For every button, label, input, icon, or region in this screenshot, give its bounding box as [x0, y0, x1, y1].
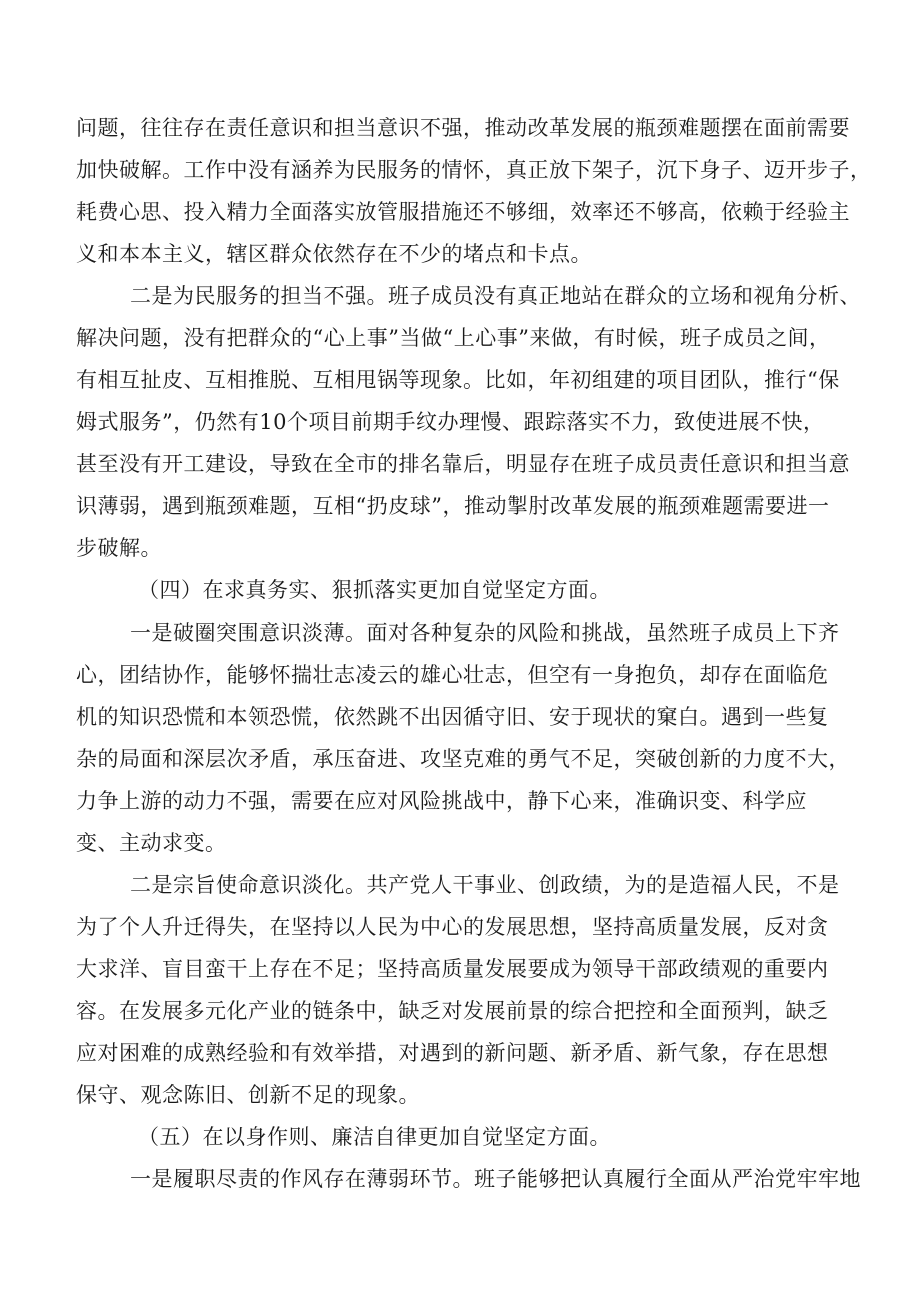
text-line: 保守、观念陈旧、创新不足的现象。	[76, 1083, 420, 1107]
text-line: 步破解。	[76, 536, 162, 560]
text-line: 解决问题，没有把群众的“心上事”当做“上心事”来做，有时候，班子成员之间，	[76, 326, 831, 350]
paragraph-start-line: 二是宗旨使命意识淡化。共产党人干事业、创政绩，为的是造福人民，不是	[130, 873, 840, 897]
paragraph-start-line: 一是破圈突围意识淡薄。面对各种复杂的风险和挑战，虽然班子成员上下齐	[130, 621, 840, 645]
text-line: 义和本本主义，辖区群众依然存在不少的堵点和卡点。	[76, 242, 592, 266]
text-line: 姆式服务”，仍然有10个项目前期手纹办理慢、跟踪落实不力，致使进展不快，	[76, 410, 825, 434]
paragraph-start-line: 一是履职尽责的作风存在薄弱环节。班子能够把认真履行全面从严治党牢牢地	[130, 1167, 861, 1191]
paragraph-start-line: 二是为民服务的担当不强。班子成员没有真正地站在群众的立场和视角分析、	[130, 284, 861, 308]
text-line: 问题，往往存在责任意识和担当意识不强，推动改革发展的瓶颈难题摆在面前需要	[76, 116, 850, 140]
text-line: 杂的局面和深层次矛盾，承压奋进、攻坚克难的勇气不足，突破创新的力度不大，	[76, 747, 850, 771]
text-line: 机的知识恐慌和本领恐慌，依然跳不出因循守旧、安于现状的窠白。遇到一些复	[76, 705, 829, 729]
text-line: 识薄弱，遇到瓶颈难题，互相“扔皮球”，推动掣肘改革发展的瓶颈难题需要进一	[76, 494, 830, 518]
text-line: 变、主动求变。	[76, 831, 227, 855]
text-line: 耗费心思、投入精力全面落实放管服措施还不够细，效率还不够高，依赖于经验主	[76, 200, 850, 224]
text-line: 应对困难的成熟经验和有效举措，对遇到的新问题、新矛盾、新气象，存在思想	[76, 1041, 829, 1065]
text-line: 力争上游的动力不强，需要在应对风险挑战中，静下心来，准确识变、科学应	[76, 789, 807, 813]
section-heading: （五）在以身作则、廉洁自律更加自觉坚定方面。	[138, 1125, 611, 1149]
text-line: 为了个人升迁得失，在坚持以人民为中心的发展思想，坚持高质量发展，反对贪	[76, 915, 829, 939]
text-line: 容。在发展多元化产业的链条中，缺乏对发展前景的综合把控和全面预判，缺乏	[76, 999, 829, 1023]
text-line: 有相互扯皮、互相推脱、互相甩锅等现象。比如，年初组建的项目团队，推行“保	[76, 368, 840, 392]
text-line: 心，团结协作，能够怀揣壮志凌云的雄心壮志，但空有一身抱负，却存在面临危	[76, 663, 829, 687]
text-line: 甚至没有开工建设，导致在全市的排名靠后，明显存在班子成员责任意识和担当意	[76, 452, 850, 476]
text-line: 加快破解。工作中没有涵养为民服务的情怀，真正放下架子，沉下身子、迈开步子，	[76, 158, 872, 182]
section-heading: （四）在求真务实、狠抓落实更加自觉坚定方面。	[138, 578, 611, 602]
text-line: 大求洋、盲目蛮干上存在不足；坚持高质量发展要成为领导干部政绩观的重要内	[76, 957, 829, 981]
